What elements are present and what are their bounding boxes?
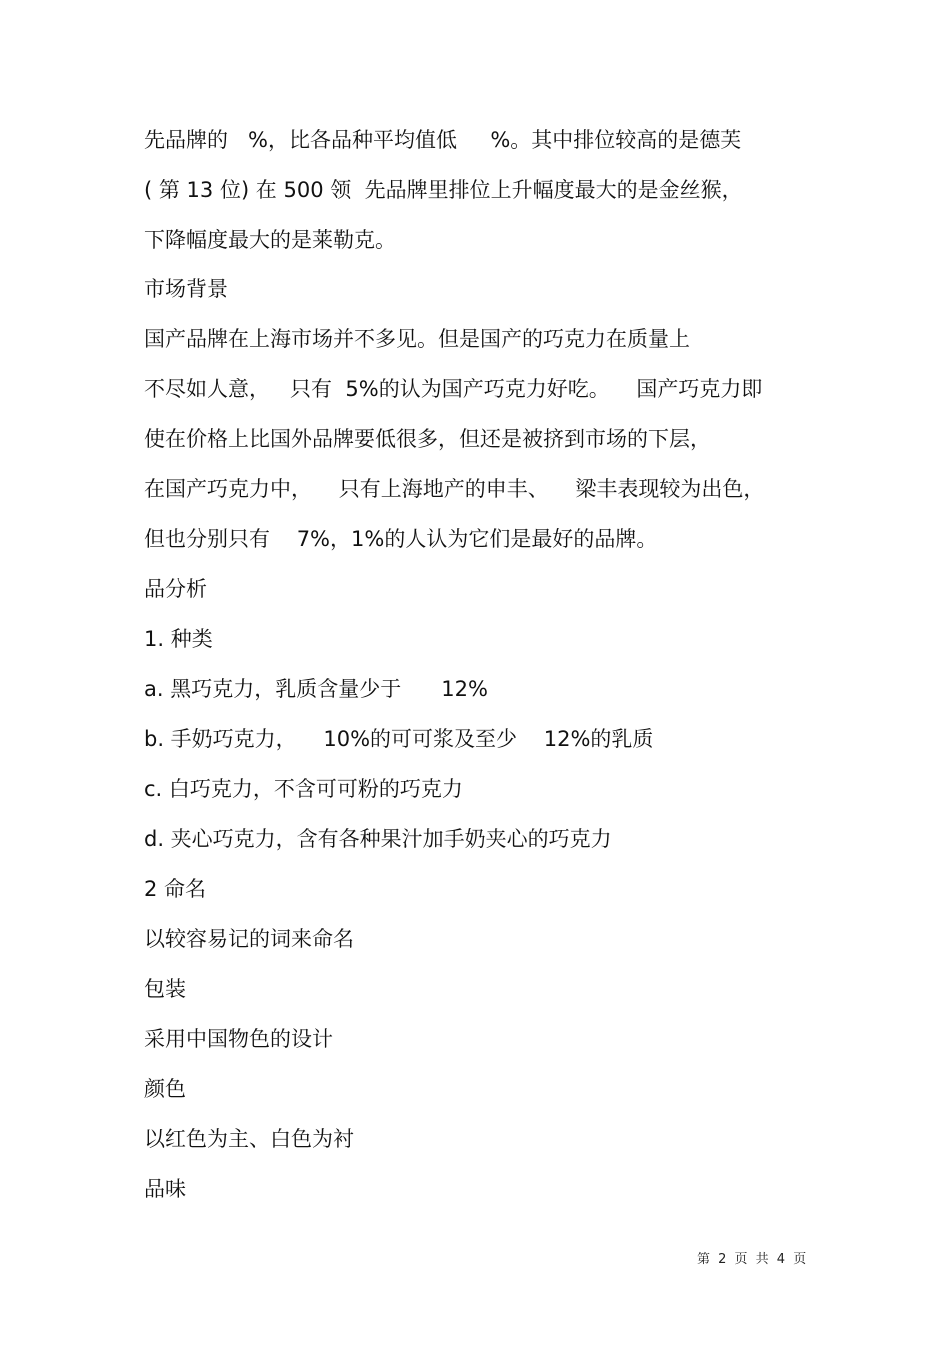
text-line: 下降幅度最大的是莱勒克。 [144,228,396,252]
section-heading: 品分析 [144,577,207,601]
text-line: 先品牌的 %，比各品种平均值低 %。其中排位较高的是德芙 [144,128,742,152]
page-footer: 第 2 页 共 4 页 [697,1252,809,1267]
text-line: ( 第 13 位) 在 500 领 先品牌里排位上升幅度最大的是金丝猴， [144,178,743,202]
list-item: d. 夹心巧克力，含有各种果汁加手奶夹心的巧克力 [144,827,612,851]
list-item: b. 手奶巧克力， 10%的可可浆及至少 12%的乳质 [144,727,654,751]
list-heading: 2 命名 [144,877,207,901]
text-line: 使在价格上比国外品牌要低很多，但还是被挤到市场的下层， [144,427,711,451]
text-line: 采用中国物色的设计 [144,1027,333,1051]
text-line: 以较容易记的词来命名 [144,927,354,951]
section-heading: 颜色 [144,1077,186,1101]
text-line: 不尽如人意， 只有 5%的认为国产巧克力好吃。 国产巧克力即 [144,377,763,401]
list-item: c. 白巧克力，不含可可粉的巧克力 [144,777,463,801]
section-heading: 市场背景 [144,277,228,301]
text-line: 但也分别只有 7%，1%的人认为它们是最好的品牌。 [144,527,658,551]
text-line: 国产品牌在上海市场并不多见。但是国产的巧克力在质量上 [144,327,690,351]
text-line: 以红色为主、白色为衬 [144,1127,354,1151]
section-heading: 品味 [144,1177,186,1201]
section-heading: 包装 [144,977,186,1001]
text-line: 在国产巧克力中， 只有上海地产的申丰、 梁丰表现较为出色， [144,477,765,501]
list-heading: 1. 种类 [144,627,213,651]
list-item: a. 黑巧克力，乳质含量少于 12% [144,677,488,701]
